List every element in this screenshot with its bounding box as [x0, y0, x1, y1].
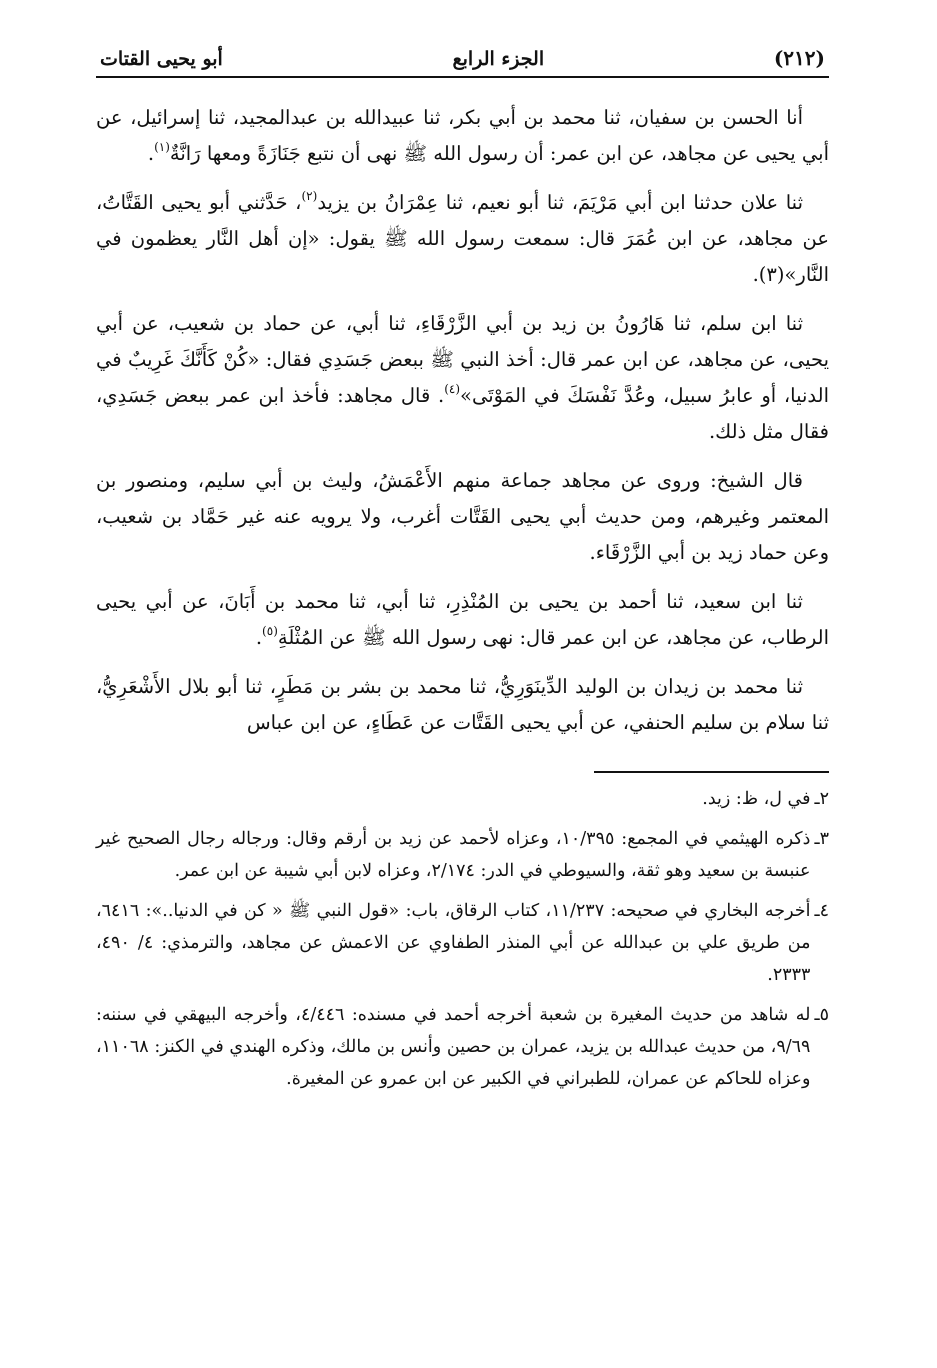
volume-title: الجزء الرابع [452, 48, 545, 70]
footnote [96, 999, 829, 1095]
footnotes [96, 783, 829, 1095]
paragraph: ثنا ابن سلم، ثنا هَارُونُ بن زيد بن أبي الزَّرْقَاءِ، ثنا أبي، عن حماد بن شعيب، عن أبي يحيى، عن مجاهد، عن ابن عمر قال: أخذ النبي ﷺ ببعض جَسَدِي فقال: «كُنْ كَأَنَّكَ غَرِيبٌ في الدنيا، أو عابرُ سبيل، وعُدَّ نَفْسَكَ في المَوْتَى»$^{(٤)}$. قال مجاهد: فأخذ ابن عمر ببعض جَسَدِي، فقال مثل ذلك. [96, 312, 829, 443]
footnote-text: في ل، ظ: زيد. [702, 789, 811, 809]
paragraph: أنا الحسن بن سفيان، ثنا محمد بن أبي بكر، ثنا عبيدالله بن عبدالمجيد، ثنا إسرائيل، عن أبي يحيى عن مجاهد، عن ابن عمر: أن رسول الله ﷺ نهى أن نتبع جَنَازَةً ومعها رَانَّةٌ$^{(١)}$. [96, 106, 829, 165]
footnote-text: ذكره الهيثمي في المجمع: ١٠/٣٩٥، وعزاه لأحمد عن زيد بن أرقم وقال: ورجاله رجال الصحيح غير عنبسة بن سعيد وهو ثقة، والسيوطي في الدر: ٢/١٧٤، وعزاه لابن أبي شيبة عن ابن عمر. [96, 829, 811, 881]
entry-title: أبو يحيى القتات [100, 48, 223, 70]
footnote-number: ٥ـ [814, 1005, 829, 1025]
running-header [96, 36, 829, 78]
main-text [96, 100, 829, 741]
footnote [96, 823, 829, 887]
footnote-number: ٣ـ [814, 829, 829, 849]
footnote [96, 895, 829, 991]
footnote-text: له شاهد من حديث المغيرة بن شعبة أخرجه أحمد في مسنده: ٤/٤٤٦، وأخرجه البيهقي في سننه: ٩/٦٩، من حديث عبدالله بن يزيد، عمران بن حصين وأنس بن مالك، وذكره الهندي في الكنز: ١١٠٦٨، وعزاه للحاكم عن عمران، للطبراني في الكبير عن ابن عمرو عن المغيرة. [96, 1005, 811, 1089]
footnote-text: أخرجه البخاري في صحيحه: ١١/٢٣٧، كتاب الرقاق، باب: «قول النبي ﷺ « كن في الدنيا..»: ٦٤١٦، من طريق علي بن عبدالله عن أبي المنذر الطفاوي عن الاعمش عن مجاهد، والترمذي: ٤/ ٤٩٠، ٢٣٣٣. [96, 901, 811, 985]
footnote-number: ٤ـ [814, 901, 829, 921]
paragraph: ثنا محمد بن زيدان بن الوليد الدِّينَوَرِيُّ، ثنا محمد بن بشر بن مَطَرٍ، ثنا أبو بلال الأَشْعَرِيُّ، ثنا سلام بن سليم الحنفي، عن أبي يحيى القَتَّات عن عَطَاءٍ، عن ابن عباس [96, 675, 829, 734]
footnote-ref[interactable]: (٢) [301, 189, 318, 203]
footnote-number: ٢ـ [814, 789, 829, 809]
footnote-divider [594, 771, 829, 773]
paragraph: ثنا علان حدثنا ابن أبي مَرْيَمَ، ثنا أبو نعيم، ثنا عِمْرَانُ بن يزيد$^{(٢)}$، حَدَّثني أبو يحيى القَتَّاتُ، عن مجاهد، عن ابن عُمَرَ قال: سمعت رسول الله ﷺ يقول: «إن أهل النَّار يعظمون في النَّار»(٣). [96, 189, 829, 286]
footnote-ref[interactable]: (٤) [444, 382, 461, 396]
footnote-ref[interactable]: (٥) [262, 624, 278, 638]
paragraph: قال الشيخ: وروى عن مجاهد جماعة منهم الأَعْمَشُ، وليث بن أبي سليم، ومنصور بن المعتمر وغيرهم، ومن حديث أبي يحيى القَتَّات أغرب، ولا يرويه عنه غير حَمَّاد بن شعيب، وعن حماد زيد بن أبي الزَّرْقَاء. [96, 469, 829, 564]
paragraph: ثنا ابن سعيد، ثنا أحمد بن يحيى بن المُنْذِرِ، ثنا أبي، ثنا محمد بن أَبَانَ، عن أبي يحيى الرطاب، عن مجاهد، عن ابن عمر قال: نهى رسول الله ﷺ عن المُثْلَةِ$^{(٥)}$. [96, 590, 829, 649]
footnote-ref[interactable]: (١) [154, 140, 170, 154]
page-number: (٢١٢) [773, 46, 825, 70]
footnote [96, 783, 829, 815]
